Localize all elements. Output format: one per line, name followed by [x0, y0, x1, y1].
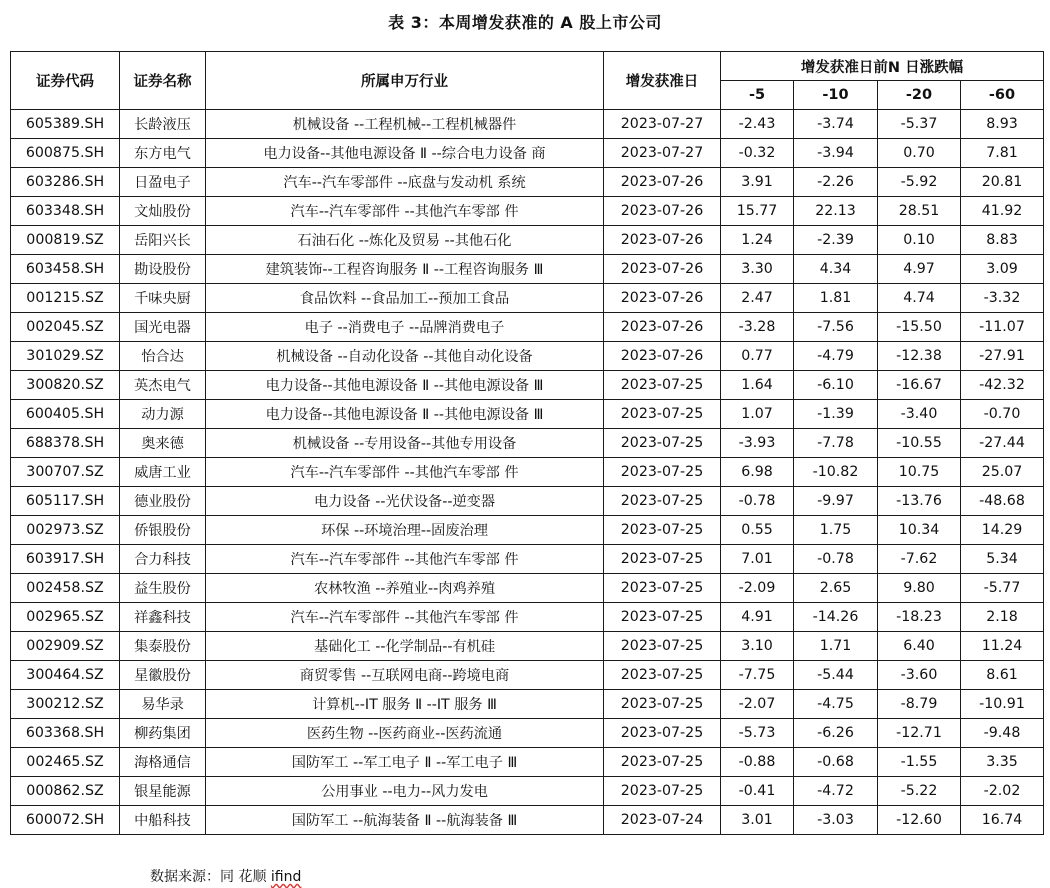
table-row	[11, 690, 1044, 719]
cell-change-d20: 10.34	[878, 516, 961, 545]
col-header-code: 证券代码	[11, 52, 120, 110]
cell-date: 2023-07-25	[604, 748, 721, 777]
cell-change-d60: -5.77	[961, 574, 1044, 603]
cell-change-d60: -3.32	[961, 284, 1044, 313]
cell-name: 长龄液压	[120, 110, 206, 139]
cell-change-d5: -7.75	[721, 661, 794, 690]
cell-date: 2023-07-25	[604, 632, 721, 661]
table-row	[11, 719, 1044, 748]
cell-change-d20: 28.51	[878, 197, 961, 226]
table-row	[11, 516, 1044, 545]
table-row	[11, 545, 1044, 574]
cell-change-d60: 20.81	[961, 168, 1044, 197]
cell-change-d20: -13.76	[878, 487, 961, 516]
cell-code: 603458.SH	[11, 255, 120, 284]
cell-date: 2023-07-25	[604, 690, 721, 719]
col-header-date: 增发获准日	[604, 52, 721, 110]
cell-change-d60: 3.35	[961, 748, 1044, 777]
cell-name: 柳药集团	[120, 719, 206, 748]
cell-date: 2023-07-25	[604, 777, 721, 806]
cell-change-d20: -5.22	[878, 777, 961, 806]
cell-change-d60: 16.74	[961, 806, 1044, 835]
cell-industry: 医药生物 --医药商业--医药流通	[206, 719, 604, 748]
cell-change-d5: 6.98	[721, 458, 794, 487]
cell-change-d10: -6.26	[794, 719, 878, 748]
cell-change-d5: -2.07	[721, 690, 794, 719]
cell-change-d20: 0.10	[878, 226, 961, 255]
cell-change-d10: 1.75	[794, 516, 878, 545]
cell-change-d60: -9.48	[961, 719, 1044, 748]
cell-change-d5: 3.01	[721, 806, 794, 835]
table-row	[11, 777, 1044, 806]
cell-change-d60: 2.18	[961, 603, 1044, 632]
cell-change-d20: -18.23	[878, 603, 961, 632]
cell-code: 002909.SZ	[11, 632, 120, 661]
table-row	[11, 284, 1044, 313]
cell-change-d20: 6.40	[878, 632, 961, 661]
cell-change-d5: 4.91	[721, 603, 794, 632]
cell-change-d5: -2.09	[721, 574, 794, 603]
cell-change-d60: -0.70	[961, 400, 1044, 429]
cell-change-d60: -48.68	[961, 487, 1044, 516]
cell-code: 000862.SZ	[11, 777, 120, 806]
table-row	[11, 487, 1044, 516]
approved-placements-table	[10, 51, 1044, 835]
cell-code: 300212.SZ	[11, 690, 120, 719]
cell-change-d10: -0.68	[794, 748, 878, 777]
table-row	[11, 110, 1044, 139]
cell-date: 2023-07-26	[604, 284, 721, 313]
cell-name: 侨银股份	[120, 516, 206, 545]
table-row	[11, 226, 1044, 255]
cell-change-d20: -3.40	[878, 400, 961, 429]
cell-date: 2023-07-25	[604, 458, 721, 487]
cell-code: 603368.SH	[11, 719, 120, 748]
table-row	[11, 574, 1044, 603]
cell-change-d60: 8.93	[961, 110, 1044, 139]
cell-industry: 电力设备--其他电源设备 Ⅱ --综合电力设备 商	[206, 139, 604, 168]
cell-change-d5: 3.30	[721, 255, 794, 284]
cell-name: 中船科技	[120, 806, 206, 835]
cell-industry: 汽车--汽车零部件 --底盘与发动机 系统	[206, 168, 604, 197]
cell-change-d10: -2.26	[794, 168, 878, 197]
cell-change-d20: -12.38	[878, 342, 961, 371]
cell-date: 2023-07-25	[604, 661, 721, 690]
cell-code: 605389.SH	[11, 110, 120, 139]
cell-industry: 电力设备--其他电源设备 Ⅱ --其他电源设备 Ⅲ	[206, 400, 604, 429]
cell-change-d5: 3.91	[721, 168, 794, 197]
cell-change-d60: -10.91	[961, 690, 1044, 719]
cell-change-d5: 1.24	[721, 226, 794, 255]
cell-name: 集泰股份	[120, 632, 206, 661]
cell-name: 祥鑫科技	[120, 603, 206, 632]
cell-code: 603348.SH	[11, 197, 120, 226]
cell-change-d5: 0.77	[721, 342, 794, 371]
cell-code: 603917.SH	[11, 545, 120, 574]
cell-change-d10: -10.82	[794, 458, 878, 487]
cell-change-d20: 4.74	[878, 284, 961, 313]
cell-change-d20: -8.79	[878, 690, 961, 719]
cell-change-d10: -3.74	[794, 110, 878, 139]
table-row	[11, 661, 1044, 690]
cell-change-d60: 25.07	[961, 458, 1044, 487]
cell-change-d60: 7.81	[961, 139, 1044, 168]
cell-date: 2023-07-24	[604, 806, 721, 835]
table-body	[11, 110, 1044, 835]
cell-code: 300464.SZ	[11, 661, 120, 690]
cell-change-d20: -10.55	[878, 429, 961, 458]
cell-change-d60: -27.44	[961, 429, 1044, 458]
cell-name: 益生股份	[120, 574, 206, 603]
cell-code: 688378.SH	[11, 429, 120, 458]
cell-change-d60: -2.02	[961, 777, 1044, 806]
table-row	[11, 458, 1044, 487]
cell-change-d5: -2.43	[721, 110, 794, 139]
cell-change-d60: 8.61	[961, 661, 1044, 690]
col-header-d60: -60	[961, 81, 1044, 110]
cell-change-d5: 7.01	[721, 545, 794, 574]
data-source-label: 数据来源：同 花顺	[150, 869, 271, 885]
cell-industry: 计算机--IT 服务 Ⅱ --IT 服务 Ⅲ	[206, 690, 604, 719]
cell-name: 动力源	[120, 400, 206, 429]
cell-date: 2023-07-25	[604, 516, 721, 545]
cell-code: 002973.SZ	[11, 516, 120, 545]
cell-change-d20: 0.70	[878, 139, 961, 168]
cell-code: 002965.SZ	[11, 603, 120, 632]
cell-date: 2023-07-25	[604, 545, 721, 574]
cell-change-d10: -2.39	[794, 226, 878, 255]
cell-code: 301029.SZ	[11, 342, 120, 371]
table-row	[11, 632, 1044, 661]
cell-industry: 食品饮料 --食品加工--预加工食品	[206, 284, 604, 313]
cell-change-d20: -3.60	[878, 661, 961, 690]
cell-change-d5: 0.55	[721, 516, 794, 545]
cell-industry: 公用事业 --电力--风力发电	[206, 777, 604, 806]
cell-code: 603286.SH	[11, 168, 120, 197]
cell-code: 600405.SH	[11, 400, 120, 429]
data-source-name: ifind	[270, 869, 302, 885]
cell-change-d5: 3.10	[721, 632, 794, 661]
cell-change-d20: -12.60	[878, 806, 961, 835]
cell-date: 2023-07-26	[604, 226, 721, 255]
col-header-change-group: 增发获准日前N 日涨跌幅	[721, 52, 1044, 81]
cell-code: 000819.SZ	[11, 226, 120, 255]
cell-change-d10: -4.79	[794, 342, 878, 371]
cell-name: 千味央厨	[120, 284, 206, 313]
table-row	[11, 342, 1044, 371]
cell-change-d10: -4.72	[794, 777, 878, 806]
cell-name: 威唐工业	[120, 458, 206, 487]
cell-change-d5: -0.32	[721, 139, 794, 168]
cell-date: 2023-07-27	[604, 139, 721, 168]
cell-change-d10: -0.78	[794, 545, 878, 574]
cell-change-d60: -11.07	[961, 313, 1044, 342]
cell-change-d10: 4.34	[794, 255, 878, 284]
cell-name: 国光电器	[120, 313, 206, 342]
cell-name: 文灿股份	[120, 197, 206, 226]
cell-date: 2023-07-26	[604, 342, 721, 371]
cell-name: 德业股份	[120, 487, 206, 516]
cell-change-d5: 1.64	[721, 371, 794, 400]
cell-change-d60: 8.83	[961, 226, 1044, 255]
cell-change-d10: 22.13	[794, 197, 878, 226]
cell-name: 勘设股份	[120, 255, 206, 284]
cell-date: 2023-07-26	[604, 255, 721, 284]
table-row	[11, 806, 1044, 835]
cell-change-d60: 3.09	[961, 255, 1044, 284]
table-row	[11, 371, 1044, 400]
cell-name: 银星能源	[120, 777, 206, 806]
cell-industry: 机械设备 --专用设备--其他专用设备	[206, 429, 604, 458]
col-header-d20: -20	[878, 81, 961, 110]
cell-change-d20: -15.50	[878, 313, 961, 342]
cell-code: 600072.SH	[11, 806, 120, 835]
table-row	[11, 603, 1044, 632]
col-header-name: 证券名称	[120, 52, 206, 110]
cell-name: 英杰电气	[120, 371, 206, 400]
cell-change-d20: -12.71	[878, 719, 961, 748]
cell-change-d5: -5.73	[721, 719, 794, 748]
table-row	[11, 168, 1044, 197]
cell-change-d10: -5.44	[794, 661, 878, 690]
cell-date: 2023-07-25	[604, 719, 721, 748]
cell-industry: 建筑装饰--工程咨询服务 Ⅱ --工程咨询服务 Ⅲ	[206, 255, 604, 284]
cell-name: 易华录	[120, 690, 206, 719]
cell-date: 2023-07-25	[604, 400, 721, 429]
cell-date: 2023-07-25	[604, 487, 721, 516]
cell-change-d60: 14.29	[961, 516, 1044, 545]
cell-industry: 商贸零售 --互联网电商--跨境电商	[206, 661, 604, 690]
cell-date: 2023-07-25	[604, 429, 721, 458]
cell-industry: 电力设备--其他电源设备 Ⅱ --其他电源设备 Ⅲ	[206, 371, 604, 400]
cell-industry: 石油石化 --炼化及贸易 --其他石化	[206, 226, 604, 255]
cell-code: 600875.SH	[11, 139, 120, 168]
cell-change-d5: 2.47	[721, 284, 794, 313]
cell-change-d10: -7.78	[794, 429, 878, 458]
cell-date: 2023-07-25	[604, 371, 721, 400]
cell-industry: 机械设备 --自动化设备 --其他自动化设备	[206, 342, 604, 371]
cell-change-d10: -4.75	[794, 690, 878, 719]
cell-name: 星徽股份	[120, 661, 206, 690]
cell-date: 2023-07-25	[604, 603, 721, 632]
cell-change-d20: 10.75	[878, 458, 961, 487]
cell-change-d60: 5.34	[961, 545, 1044, 574]
cell-name: 海格通信	[120, 748, 206, 777]
cell-change-d10: -3.94	[794, 139, 878, 168]
cell-industry: 农林牧渔 --养殖业--肉鸡养殖	[206, 574, 604, 603]
cell-change-d10: 1.81	[794, 284, 878, 313]
cell-industry: 机械设备 --工程机械--工程机械器件	[206, 110, 604, 139]
table-row	[11, 197, 1044, 226]
cell-change-d10: 1.71	[794, 632, 878, 661]
col-header-d10: -10	[794, 81, 878, 110]
cell-industry: 汽车--汽车零部件 --其他汽车零部 件	[206, 603, 604, 632]
cell-change-d5: -3.28	[721, 313, 794, 342]
cell-change-d10: 2.65	[794, 574, 878, 603]
cell-change-d60: -42.32	[961, 371, 1044, 400]
cell-change-d20: -1.55	[878, 748, 961, 777]
table-row	[11, 400, 1044, 429]
cell-name: 合力科技	[120, 545, 206, 574]
table-row	[11, 139, 1044, 168]
table-row	[11, 429, 1044, 458]
cell-date: 2023-07-26	[604, 313, 721, 342]
cell-change-d20: -5.37	[878, 110, 961, 139]
col-header-industry: 所属申万行业	[206, 52, 604, 110]
cell-change-d5: -3.93	[721, 429, 794, 458]
cell-code: 605117.SH	[11, 487, 120, 516]
cell-industry: 汽车--汽车零部件 --其他汽车零部 件	[206, 545, 604, 574]
cell-change-d5: 15.77	[721, 197, 794, 226]
cell-industry: 电子 --消费电子 --品牌消费电子	[206, 313, 604, 342]
cell-industry: 电力设备 --光伏设备--逆变器	[206, 487, 604, 516]
table-title: 表 3：本周增发获准的 A 股上市公司	[388, 13, 662, 32]
cell-code: 300820.SZ	[11, 371, 120, 400]
cell-industry: 基础化工 --化学制品--有机硅	[206, 632, 604, 661]
cell-change-d20: -5.92	[878, 168, 961, 197]
data-source-note	[150, 866, 301, 886]
table-row	[11, 748, 1044, 777]
cell-change-d20: -7.62	[878, 545, 961, 574]
cell-date: 2023-07-25	[604, 574, 721, 603]
cell-change-d20: 4.97	[878, 255, 961, 284]
table-row	[11, 313, 1044, 342]
header-row-1	[11, 52, 1044, 81]
cell-change-d10: -7.56	[794, 313, 878, 342]
cell-date: 2023-07-26	[604, 197, 721, 226]
cell-name: 东方电气	[120, 139, 206, 168]
cell-change-d5: -0.78	[721, 487, 794, 516]
cell-code: 002465.SZ	[11, 748, 120, 777]
cell-industry: 环保 --环境治理--固废治理	[206, 516, 604, 545]
cell-name: 奥来德	[120, 429, 206, 458]
cell-code: 002458.SZ	[11, 574, 120, 603]
cell-change-d10: -6.10	[794, 371, 878, 400]
cell-date: 2023-07-26	[604, 168, 721, 197]
cell-industry: 汽车--汽车零部件 --其他汽车零部 件	[206, 458, 604, 487]
cell-name: 日盈电子	[120, 168, 206, 197]
cell-name: 怡合达	[120, 342, 206, 371]
cell-change-d60: 11.24	[961, 632, 1044, 661]
cell-change-d10: -3.03	[794, 806, 878, 835]
cell-code: 300707.SZ	[11, 458, 120, 487]
cell-change-d10: -1.39	[794, 400, 878, 429]
cell-code: 002045.SZ	[11, 313, 120, 342]
cell-change-d5: 1.07	[721, 400, 794, 429]
cell-code: 001215.SZ	[11, 284, 120, 313]
cell-change-d10: -14.26	[794, 603, 878, 632]
cell-change-d60: 41.92	[961, 197, 1044, 226]
col-header-d5: -5	[721, 81, 794, 110]
cell-change-d20: 9.80	[878, 574, 961, 603]
cell-change-d5: -0.88	[721, 748, 794, 777]
cell-industry: 国防军工 --航海装备 Ⅱ --航海装备 Ⅲ	[206, 806, 604, 835]
cell-change-d10: -9.97	[794, 487, 878, 516]
cell-change-d5: -0.41	[721, 777, 794, 806]
cell-change-d20: -16.67	[878, 371, 961, 400]
cell-industry: 国防军工 --军工电子 Ⅱ --军工电子 Ⅲ	[206, 748, 604, 777]
cell-date: 2023-07-27	[604, 110, 721, 139]
cell-change-d60: -27.91	[961, 342, 1044, 371]
cell-industry: 汽车--汽车零部件 --其他汽车零部 件	[206, 197, 604, 226]
table-row	[11, 255, 1044, 284]
cell-name: 岳阳兴长	[120, 226, 206, 255]
